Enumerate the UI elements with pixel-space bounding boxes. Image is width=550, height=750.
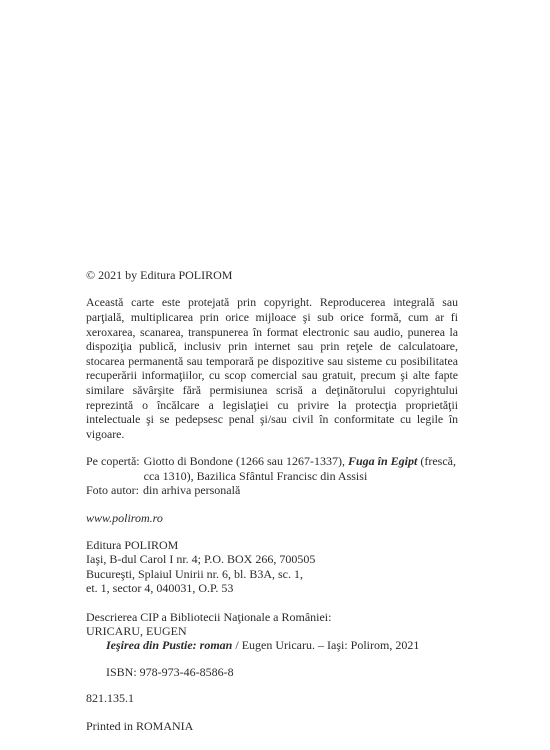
- publisher-address-3: et. 1, sector 4, 040031, O.P. 53: [86, 581, 234, 596]
- copyright-page: [86, 268, 458, 733]
- cover-credit-value: [144, 454, 458, 483]
- cover-credit-label: Pe copertă:: [86, 454, 140, 469]
- copyright-line: © 2021 by Editura POLIROM: [86, 268, 233, 282]
- rights-paragraph: Această carte este protejată prin copyright. Reproducerea integrală sau parţială, multiplicarea prin orice mijloace şi sub orice formă, cum ar fi xeroxarea, scanarea, transpunerea în format electronic sau audio, punerea la dispoziţia publică, inclusiv prin internet sau prin reţele de calculatoare, stocarea permanentă sau temporară pe dispozitive sau sisteme cu posibilitatea recuperării informaţiilor, cu scop comercial sau gratuit, precum şi alte fapte similare săvârşite fără permisiunea scrisă a deţinătorului copyrightului reprezintă o încălcare a legislaţiei cu privire la protecţia proprietăţii intelectuale şi se pedepsesc penal şi/sau civil în conformitate cu legile în vigoare.: [86, 295, 458, 441]
- website-link[interactable]: www.polirom.ro: [86, 510, 163, 525]
- cip-isbn: ISBN: 978-973-46-8586-8: [106, 664, 234, 679]
- cip-classification: 821.135.1: [86, 691, 134, 706]
- publisher-address-2: Bucureşti, Splaiul Unirii nr. 6, bl. B3A, sc. 1,: [86, 566, 303, 581]
- credits-block: [86, 454, 458, 497]
- photo-credit: [86, 483, 458, 497]
- publisher-address-1: Iaşi, B-dul Carol I nr. 4; P.O. BOX 266, 700505: [86, 552, 316, 567]
- cip-heading: Descrierea CIP a Bibliotecii Naţionale a României:: [86, 609, 332, 624]
- cover-credit-artist: Giotto di Bondone (1266 sau 1267-1337),: [143, 454, 348, 469]
- publisher-block: [86, 538, 458, 596]
- cover-credit-medium: (frescă,: [417, 454, 456, 469]
- cip-book-title: Ieşirea din Pustie: roman: [106, 638, 233, 653]
- cip-block: [86, 610, 458, 706]
- cover-credit: [86, 454, 458, 483]
- printed-in: Printed in ROMANIA: [86, 718, 194, 733]
- cip-author: URICARU, EUGEN: [86, 624, 187, 638]
- cover-artwork-title: Fuga în Egipt: [347, 454, 418, 469]
- cover-credit-location: cca 1310), Bazilica Sfântul Francisc din Assisi: [143, 468, 368, 483]
- cip-title-rest: / Eugen Uricaru. – Iaşi: Polirom, 2021: [232, 638, 420, 653]
- photo-credit-value: din arhiva personală: [143, 483, 241, 498]
- publisher-name: Editura POLIROM: [86, 537, 179, 552]
- photo-credit-label: Foto autor:: [86, 483, 139, 498]
- cip-title-line: [86, 638, 458, 652]
